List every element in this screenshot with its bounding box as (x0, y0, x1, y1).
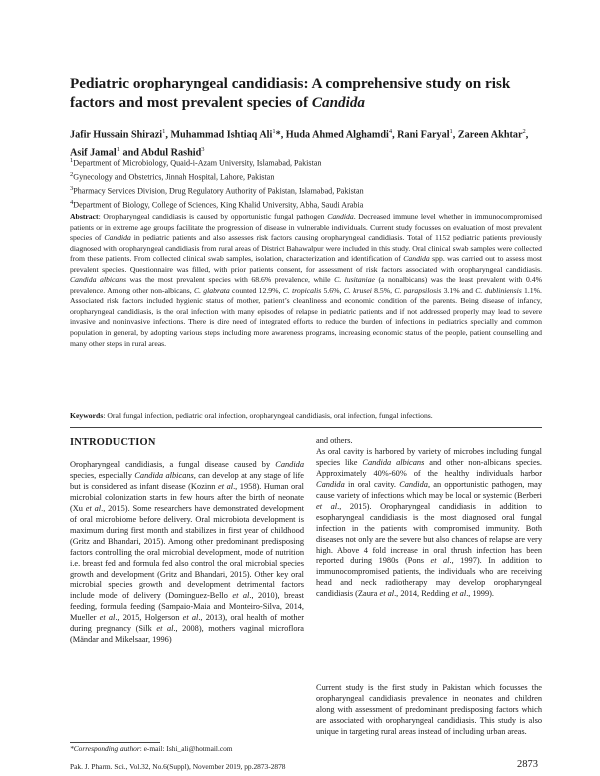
author-affiliation-mark: 1 (449, 128, 453, 135)
text-run: and others. (316, 436, 353, 445)
author-name: Muhammad Ishtiaq Ali (170, 129, 273, 141)
author-name: Abdul Rashid (140, 147, 202, 159)
text-run: ., 2014, Redding (394, 589, 452, 599)
text-run: counted 12.9%, (229, 285, 283, 295)
text-run: ., 2008), mothers vaginal microflora (Mändar and Mikelsaar, 1996) (70, 624, 304, 645)
title-main: Pediatric oropharyngeal candidiasis: A comprehensive study on risk factors and most prevalent species of (70, 75, 511, 111)
footnote-label: *Corresponding author (70, 744, 140, 753)
author-separator: , (525, 129, 529, 141)
author-separator: and (119, 147, 141, 159)
text-run: in oral cavity. (344, 479, 400, 489)
affiliation-text: Gynecology and Obstetrics, Jinnah Hospital, Lahore, Pakistan (73, 172, 275, 182)
italic-term: C. lusitaniae (334, 275, 375, 285)
author-affiliation-mark: 2 (522, 128, 526, 135)
text-run: As oral cavity is harbored by variety of microbes including fungal species like (316, 446, 542, 467)
affiliation-text: Pharmacy Services Division, Drug Regulatory Authority of Pakistan, Islamabad, Pakistan (73, 186, 364, 196)
italic-term: Candida albicans (362, 457, 425, 467)
page-number: 2873 (517, 759, 538, 770)
italic-term: et al (316, 501, 338, 511)
introduction-left-column (70, 460, 304, 646)
text-run: ., 1999). (466, 589, 494, 599)
italic-term: et al (379, 589, 395, 599)
italic-term: et al (182, 613, 199, 623)
footnote-text: : e-mail: Ishi_ali@hotmail.com (139, 744, 233, 753)
italic-term: C. krusei (343, 285, 372, 295)
text-run: and other non-albicans species. Approximately 40%-60% of the healthy individuals harbor (316, 457, 542, 478)
italic-term: Candida albicans (134, 470, 194, 480)
abstract (70, 212, 542, 349)
text-run: , can develop at any stage of life but is considered as infant disease (Kozinn (70, 470, 304, 491)
text-run: . Decreased immune level whether in immunocompromised patients or in extreme age groups facilitate the progression of disease in vulnerable individuals. Current study focusses on evaluation of most prevalent species of (70, 212, 542, 243)
article-title (70, 74, 540, 112)
italic-term: Candida (399, 479, 428, 489)
italic-term: et al (99, 613, 116, 623)
abstract-colon: : (98, 212, 104, 221)
keywords-colon: : (103, 411, 108, 420)
author-name: Zareen Akhtar (457, 129, 523, 141)
text-run: Current study is the first study in Pakistan which focusses the oropharyngeal candidiasis prevalence in neonates and children along with assessment of predominant predisposing factors which are associated with oropharyngeal candidiasis. This study is also unique in targeting rural areas instead of including urban areas. (316, 683, 542, 736)
text-run: Oropharyngeal candidiasis is caused by opportunistic fungal pathogen (103, 212, 328, 221)
text-run: ., 1997). In addition to immunocompromised patients, the individuals who are receiving head and neck radiotherapy may develop oropharyngeal candidiasis (Zaura (316, 556, 542, 599)
corresponding-author-footnote (70, 744, 233, 753)
italic-term: Candida (275, 460, 304, 469)
keywords-label: Keywords (70, 411, 104, 420)
italic-term: Candida (316, 479, 345, 489)
text-run: 3.1% and (441, 285, 476, 295)
italic-term: et al (85, 503, 102, 513)
affiliation (70, 197, 540, 211)
italic-term: C. glabrata (193, 285, 230, 295)
author-affiliation-mark: 3 (201, 146, 205, 154)
text-run: ., 2015). Oropharyngeal candidiasis in addition to esopharyngeal candidiasis is the most diagnosed oral fungal infection in the patients with compromised immunity. Both diseases not only are the severe but also chances of relapse are very high. Above 4 fold increase in oral thrush infection has been reported during 1980s (Pons (316, 501, 542, 566)
text-run: (a nonalbicans) was the least prevalent with 0.4% prevalence. Among other non-albicans, (70, 275, 542, 295)
italic-term: Candida albicans (70, 275, 127, 285)
author-separator: , (452, 129, 458, 141)
affiliation-text: Department of Biology, College of Sciences, King Khalid University, Abha, Saudi Arabia (73, 200, 364, 210)
italic-term: C. dubliniensis (475, 285, 522, 295)
text-run: ., 2013), oral health of mother during pregnancy (Silk (70, 613, 304, 634)
italic-term: C. parapsilosis (394, 285, 442, 295)
author-separator: *, (275, 129, 286, 141)
author-name: Huda Ahmed Alghamdi (285, 129, 389, 141)
text-run: in pediatric patients and also assesses risk factors causing oropharyngeal candidiasis. Total of 1152 pediatric patients previously diagnosed with oropharyngeal candidiasis from rural areas of District Bahawalpur were included in this study. Oral clinical swab samples were collected from these patients. From collected clinical swab samples, isolation, characterization and identification of (70, 233, 542, 264)
author-name: Asif Jamal (70, 147, 117, 159)
italic-term: Candida (104, 233, 131, 243)
affiliation-mark: 4 (70, 198, 74, 206)
affiliation (70, 169, 540, 183)
footnote-divider (70, 742, 160, 743)
text-run: ., 2015, Holgerson (115, 613, 183, 623)
italic-term: et al (451, 589, 467, 599)
affiliation-mark: 3 (70, 184, 74, 192)
author-affiliation-mark: 1 (162, 128, 166, 135)
text-run: ., 1958). Human oral microbial colonization starts in few hours after the birth of neonate (Xu (70, 481, 304, 513)
affiliation-mark: 2 (70, 170, 74, 178)
italic-term: C. tropicalis (282, 285, 322, 295)
abstract-label: Abstract (70, 212, 99, 221)
text-run: 1.1%. Associated risk factors included hygienic status of mother, patient’s cleanliness and economic condition of the parents. Being disease of infancy, oropharyngeal candidiasis, is the oral infection with many episodes of relapse in pediatric patients and if not addressed properly may lead to severe invasive and noninvasive infections. There is dire need of integrated efforts to reduce the burden of infections in pediatrics specially and common population in general, by adopting various steps including more awareness programs, increasing economic status of the people, patient counselling and many other steps in rural areas. (70, 285, 542, 348)
text-run: ., 2015). Some researchers have demonstrated development of oral microbiome before delivery. Oral microbiota development is maximum during first month and stabilizes in first year of childhood (Gritz and Bhandari, 2015). Among other predominant predisposing factors controlling the oral microbial development, mode of nutrition i.e. breast fed and formula fed also control the oral microbial species growth and development (Gritz and Bhandari, 2015). Other key oral microbial species growth and development detrimental factors include mode of delivery (Dominguez-Bello (70, 503, 305, 601)
text-run: 5.6%, (321, 285, 344, 295)
author-name: Rani Faryal (397, 129, 450, 141)
keywords (70, 411, 542, 422)
author-affiliation-mark: 1 (272, 128, 276, 135)
affiliation-list (70, 155, 540, 211)
author-affiliation-mark: 1 (116, 146, 120, 154)
italic-term: et al (218, 481, 234, 491)
text-run: 8.5%, (371, 285, 395, 295)
italic-term: et al (430, 556, 450, 566)
affiliation-text: Department of Microbiology, Quaid-i-Azam University, Islamabad, Pakistan (73, 158, 322, 168)
italic-term: et al (232, 591, 250, 601)
author-name: Jafir Hussain Shirazi (70, 129, 163, 141)
section-divider (70, 427, 542, 428)
italic-term: et al (156, 624, 174, 634)
introduction-right-column-para2 (316, 683, 542, 738)
affiliation (70, 155, 540, 169)
introduction-right-column-para1 (316, 436, 542, 600)
text-run: ., 2010), breast feeding, formula feeding (Sampaio-Maia and Monteiro-Silva, 2014, Mueller (70, 591, 304, 623)
keywords-text: Oral fungal infection, pediatric oral infection, oropharyngeal candidiasis, oral infection, fungal infections. (107, 411, 433, 420)
introduction-heading: INTRODUCTION (70, 437, 156, 448)
author-affiliation-mark: 4 (388, 128, 393, 135)
author-separator: , (392, 129, 398, 141)
author-separator: , (165, 129, 171, 141)
abstract-body (70, 212, 542, 348)
affiliation (70, 183, 540, 197)
journal-citation: Pak. J. Pharm. Sci., Vol.32, No.6(Suppl), November 2019, pp.2873-2878 (70, 762, 286, 771)
text-run: was the most prevalent species with 68.6% prevalence, while (126, 275, 335, 285)
text-run: spp. was carried out to assess most prevalent species. Questionnaire was filled, with prior patients consent, for assessment of risk factors associated with oropharyngeal candidiasis. (70, 254, 542, 274)
title-italic: Candida (311, 94, 366, 111)
italic-term: Candida (403, 254, 430, 264)
affiliation-mark: 1 (70, 157, 74, 164)
text-run: Oropharyngeal candidiasis, a fungal disease caused by (70, 460, 276, 469)
text-run: species, especially (70, 470, 135, 480)
text-run: , an opportunistic pathogen, may cause variety of infections which may be local or systemic (Berberi (316, 479, 542, 500)
italic-term: Candida (327, 212, 354, 221)
